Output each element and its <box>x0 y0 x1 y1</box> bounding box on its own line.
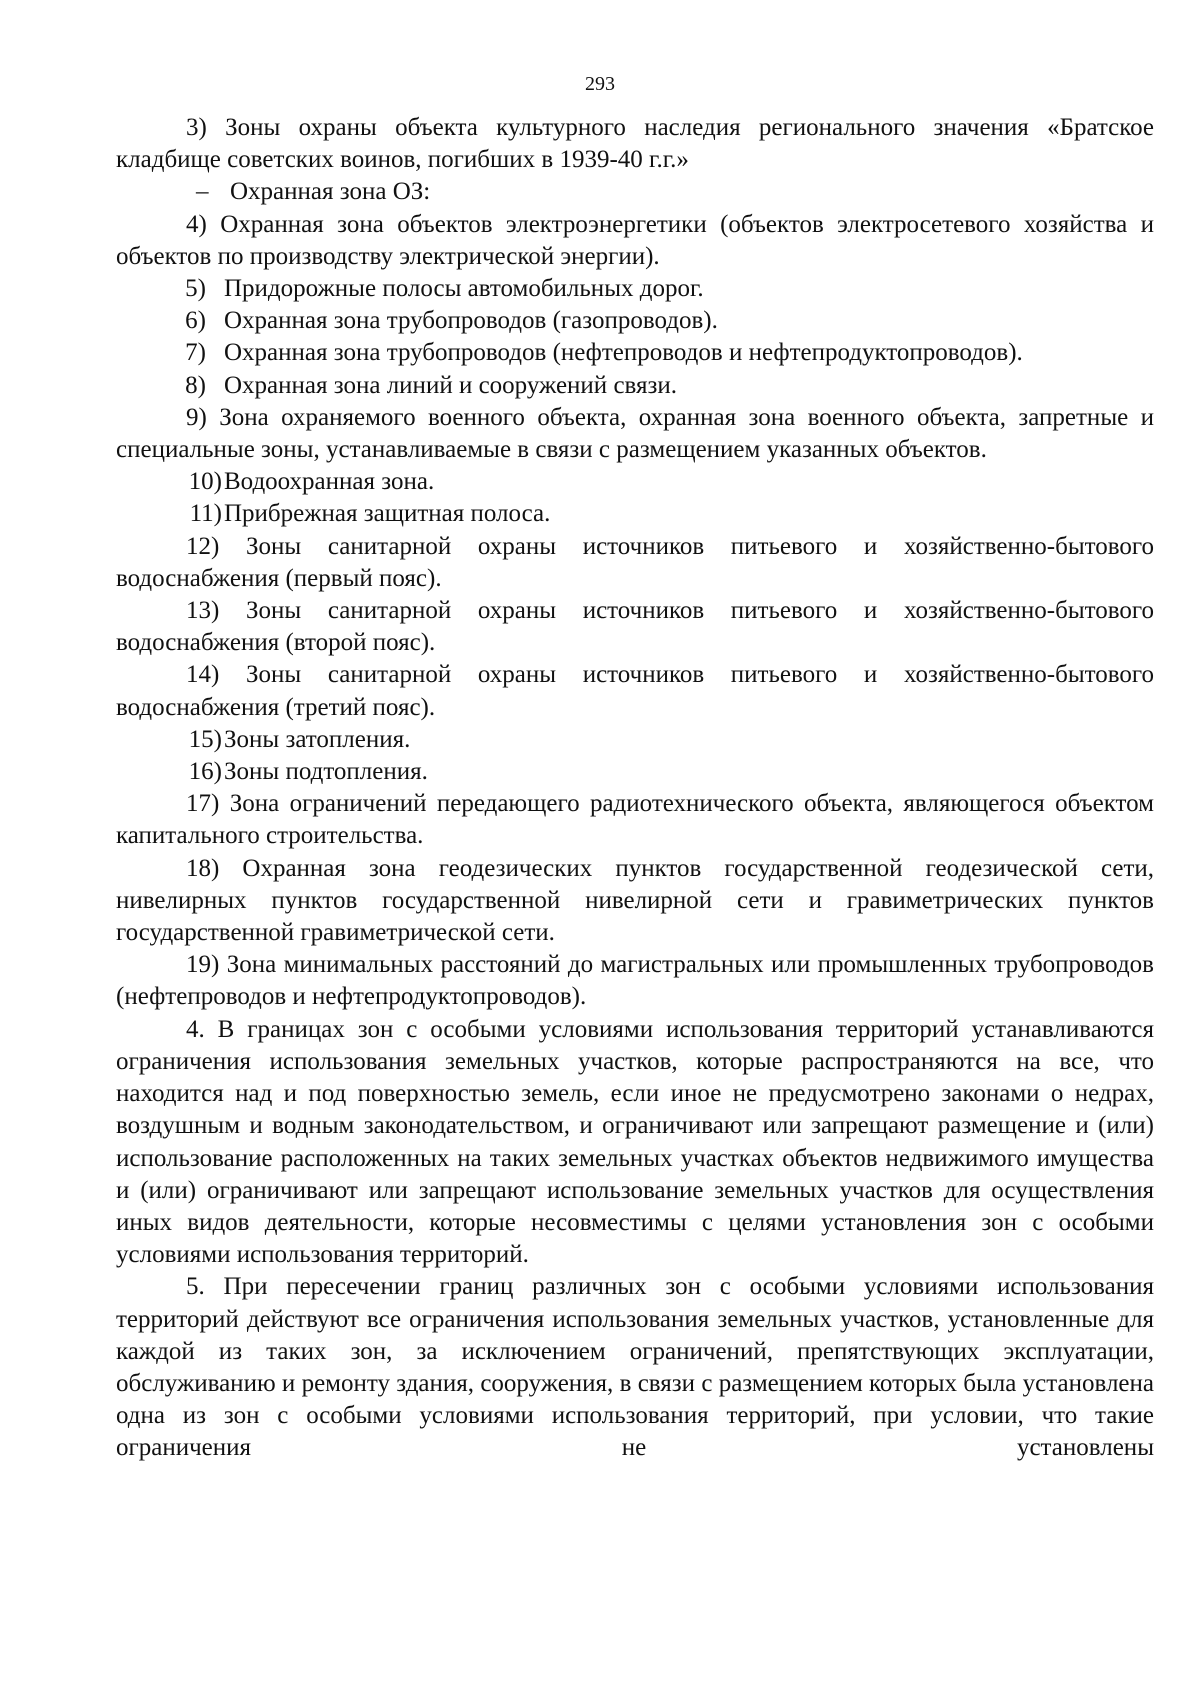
clause-paragraph <box>116 112 1154 176</box>
clause-paragraph <box>116 1271 1154 1464</box>
dash-list-item <box>116 176 1154 208</box>
clause-text: Зона ограничений передающего радиотехнического объекта, являющегося объектом капитального строительства. <box>116 790 1154 850</box>
clause-number: 16) <box>188 758 222 786</box>
clause-number: 14) <box>186 661 220 689</box>
clause-list <box>116 112 1154 1465</box>
list-item <box>116 305 1154 337</box>
clause-text: Зоны санитарной охраны источников питьевого и хозяйственно-бытового водоснабжения (третий пояс). <box>116 661 1154 721</box>
list-item <box>116 498 1154 530</box>
clause-text: Зоны затопления. <box>224 725 411 753</box>
dash-marker: – <box>196 178 209 206</box>
clause-paragraph <box>116 659 1154 723</box>
clause-number: 8) <box>185 371 206 399</box>
clause-paragraph <box>116 949 1154 1013</box>
clause-text: В границах зон с особыми условиями использования территорий устанавливаются ограничения использования земельных участков, которые распространяются на все, что находится над и под поверхностью земель, если иное не предусмотрено законами о недрах, воздушным и водным законодательством, и ограничивают или запрещают размещение и (или) использование расположенных на таких земельных участках объектов недвижимого имущества и (или) ограничивают или запрещают использование земельных участков для осуществления иных видов деятельности, которые несовместимы с целями установления зон с особыми условиями использования территорий. <box>116 1015 1154 1269</box>
clause-text: Охранная зона ОЗ: <box>230 178 431 206</box>
clause-number: 17) <box>186 790 220 818</box>
clause-text: Зоны санитарной охраны источников питьевого и хозяйственно-бытового водоснабжения (первый пояс). <box>116 532 1154 592</box>
clause-number: 3) <box>186 114 207 141</box>
clause-text: Охранная зона трубопроводов (нефтепроводов и нефтепродуктопроводов). <box>224 339 1023 367</box>
clause-paragraph <box>116 209 1154 273</box>
clause-number: 4. <box>186 1015 205 1043</box>
clause-text: Зоны охраны объекта культурного наследия регионального значения «Братское кладбище советских воинов, погибших в 1939-40 г.г.» <box>116 114 1155 174</box>
clause-text: Водоохранная зона. <box>224 468 435 496</box>
clause-number: 13) <box>186 597 220 625</box>
clause-number: 18) <box>186 854 220 882</box>
clause-text: Придорожные полосы автомобильных дорог. <box>224 275 704 303</box>
clause-number: 6) <box>185 307 206 335</box>
document-body <box>116 112 1154 1465</box>
list-item <box>116 273 1154 305</box>
list-item <box>116 370 1154 402</box>
clause-number: 10) <box>188 468 222 496</box>
clause-text: Зоны санитарной охраны источников питьевого и хозяйственно-бытового водоснабжения (второй пояс). <box>116 597 1154 657</box>
clause-text: Охранная зона объектов электроэнергетики (объектов электросетевого хозяйства и объектов по производству электрической энергии). <box>116 210 1154 270</box>
clause-text: Зона минимальных расстояний до магистральных или промышленных трубопроводов (нефтепроводов и нефтепродуктопроводов). <box>116 951 1154 1011</box>
clause-text: Зона охраняемого военного объекта, охранная зона военного объекта, запретные и специальные зоны, устанавливаемые в связи с размещением указанных объектов. <box>116 403 1155 464</box>
clause-number: 7) <box>185 339 206 367</box>
clause-text: Охранная зона линий и сооружений связи. <box>224 371 678 399</box>
page-number: 293 <box>585 73 615 95</box>
list-item <box>116 466 1154 498</box>
clause-number: 9) <box>186 403 207 431</box>
clause-text: При пересечении границ различных зон с особыми условиями использования территорий действуют все ограничения использования земельных участков, установленные для каждой из таких зон, за исключением ограничений, препятствующих эксплуатации, обслуживанию и ремонту здания, сооружения, в связи с размещением которых была установлена одна из зон с особыми условиями использования территорий, при условии, что такие ограничения не установлены <box>116 1273 1155 1462</box>
clause-number: 15) <box>188 725 222 753</box>
clause-text: Прибрежная защитная полоса. <box>224 500 551 528</box>
list-item <box>116 337 1154 369</box>
clause-number: 4) <box>186 210 207 238</box>
clause-paragraph <box>116 595 1154 659</box>
clause-paragraph <box>116 531 1154 595</box>
list-item <box>116 756 1154 788</box>
clause-number: 5. <box>186 1273 205 1301</box>
clause-number: 12) <box>186 532 220 560</box>
clause-paragraph <box>116 853 1154 950</box>
clause-number: 5) <box>185 275 206 303</box>
clause-text: Охранная зона трубопроводов (газопроводов). <box>224 307 718 335</box>
clause-paragraph <box>116 788 1154 852</box>
clause-number: 11) <box>189 500 222 528</box>
list-item <box>116 724 1154 756</box>
clause-text: Охранная зона геодезических пунктов государственной геодезической сети, нивелирных пунктов государственной нивелирной сети и гравиметрических пунктов государственной гравиметрической сети. <box>116 854 1155 947</box>
clause-paragraph <box>116 1014 1154 1272</box>
clause-number: 19) <box>186 951 220 979</box>
clause-text: Зоны подтопления. <box>224 758 428 786</box>
clause-paragraph <box>116 402 1154 466</box>
